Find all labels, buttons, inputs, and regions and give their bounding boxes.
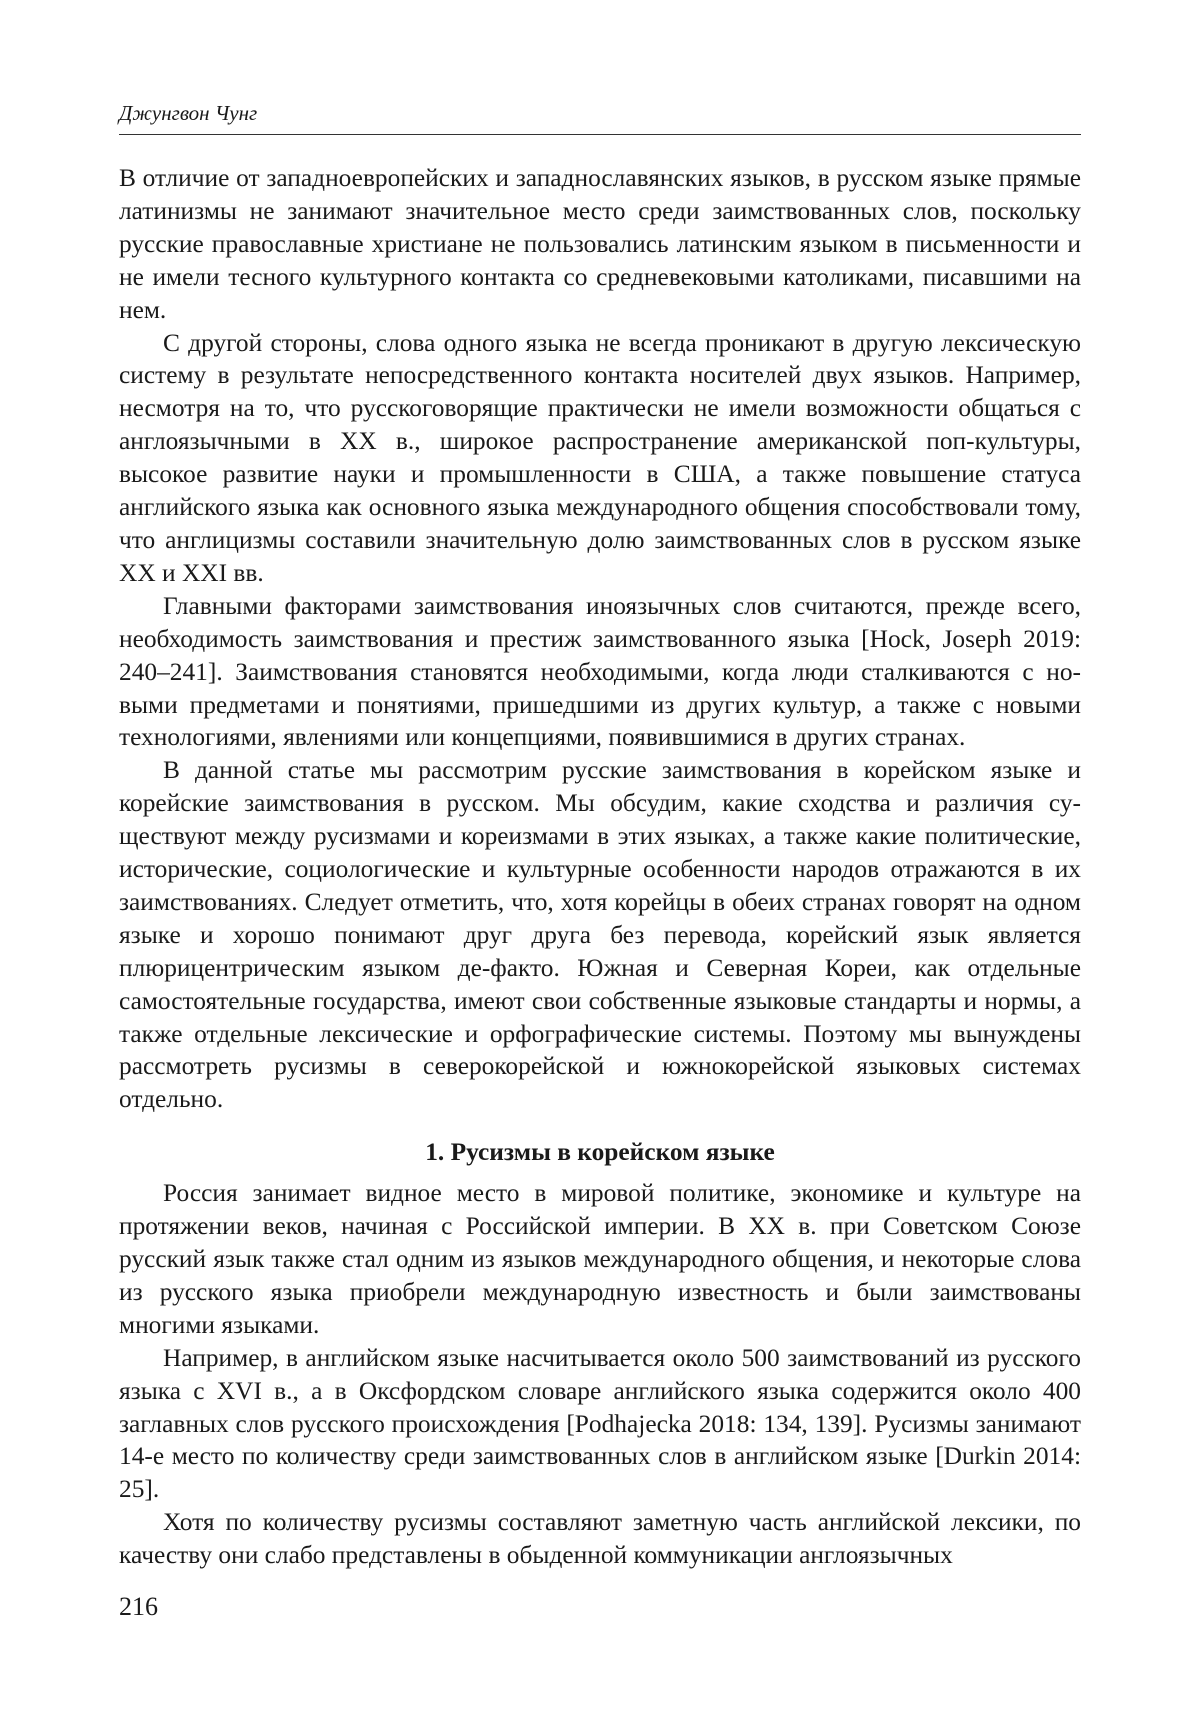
header-divider [119,134,1081,135]
section-paragraph-1: Россия занимает видное место в мировой политике, экономике и культуре на протяжении веков, начиная с Российской империи. В XX в. при Советском Союзе русский язык также стал одним из языков международного общения, и некоторые слова из русского языка приобрели международную известность и были заимствованы многими языками. [119,1179,1081,1339]
section-paragraph-3: Хотя по количеству русизмы составляют заметную часть английской лексики, по качеству они слабо представлены в обыденной коммуникации англоязычных [119,1508,1081,1570]
running-header-author: Джунгвон Чунг [119,101,258,125]
paragraph-3: Главными факторами заимствования иноязычных слов считаются, прежде всего, необходимость заимствования и престиж заимствованного языка [Hock, Joseph 2019: 240–241]. Заимствования становятся необходимыми, когда люди сталкиваются с новыми предметами и понятиями, пришедшими из других культур, а также с новыми технологиями, явлениями или концепциями, появившимися в других странах. [119,591,1081,752]
article-body [119,162,1081,1572]
page-number: 216 [119,1592,158,1621]
paragraph-4: В данной статье мы рассмотрим русские заимствования в корейском языке и корейские заимствования в русском. Мы обсудим, какие сходства и различия существуют между русизмами и кореизмами в этих языках, а также какие политические, исторические, социологические и культурные особенности народов отражаются в их заимствованиях. Следует отметить, что, хотя корейцы в обеих странах говорят на одном языке и хорошо понимают друг друга без перевода, корейский язык является плюрицентрическим языком де-факто. Южная и Северная Кореи, как отдельные самостоятельные государства, имеют свои собственные языковые стандарты и нормы, а также отдельные лексические и орфографические системы. Поэтому мы вынуждены рассмотреть русизмы в северокорейской и южнокорейской языковых системах отдельно. [119,756,1081,1114]
paragraph-1: В отличие от западноевропейских и западнославянских языков, в русском языке прямые латинизмы не занимают значительное место среди заимствованных слов, поскольку русские православные христиане не пользовались латинским языком в письменности и не имели тесного культурного контакта со средневековыми католиками, писавшими на нем. [119,164,1081,324]
section-heading: 1. Русизмы в корейском языке [425,1138,775,1167]
section-paragraph-2: Например, в английском языке насчитывается около 500 заимствований из русского языка с XVI в., а в Оксфордском словаре английского языка содержится около 400 заглавных слов русского происхождения [Podhajecka 2018: 134, 139]. Русизмы занимают 14-е место по количеству среди заимствованных слов в английском языке [Durkin 2014: 25]. [119,1343,1081,1504]
paragraph-2: С другой стороны, слова одного языка не всегда проникают в другую лексическую систему в результате непосредственного контакта носителей двух языков. Например, несмотря на то, что русскоговорящие практически не имели возможности общаться с англоязычными в XX в., широкое распространение американской поп-культуры, высокое развитие науки и промышленности в США, а также повышение статуса английского языка как основного языка международного общения способствовали тому, что англицизмы составили значительную долю заимствованных слов в русском языке XX и XXI вв. [119,328,1081,587]
